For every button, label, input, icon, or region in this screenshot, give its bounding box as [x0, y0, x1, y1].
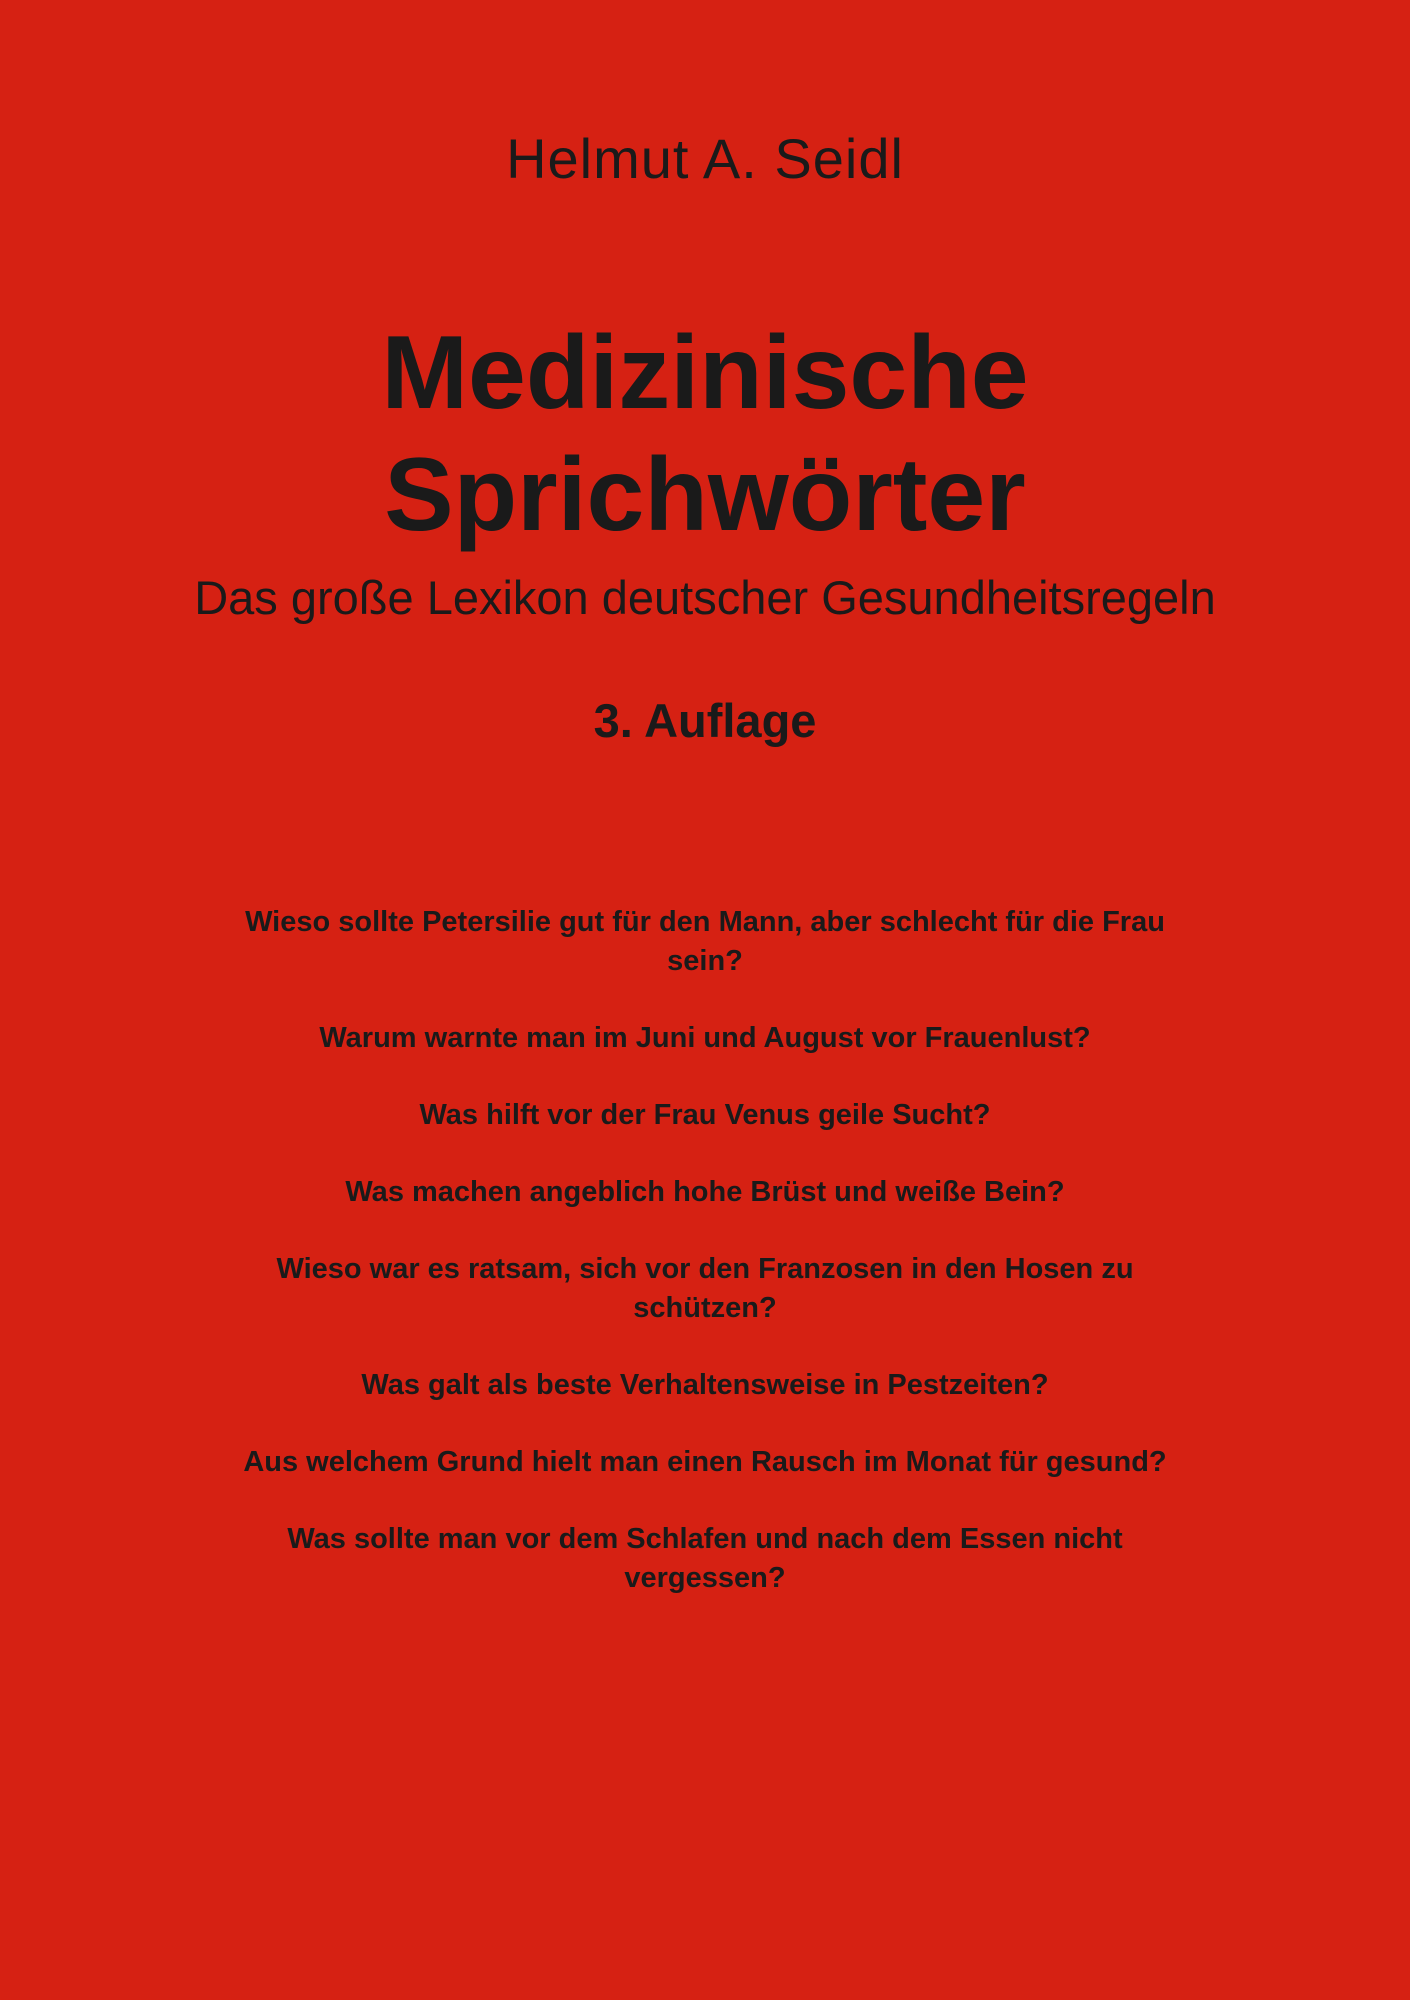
teaser-question: Was galt als beste Verhaltensweise in Pestzeiten?: [361, 1369, 1049, 1401]
book-subtitle: Das große Lexikon deutscher Gesundheitsregeln: [194, 571, 1216, 624]
teaser-question: Was hilft vor der Frau Venus geile Sucht?: [419, 1099, 991, 1131]
teaser-question: Wieso war es ratsam, sich vor den Franzosen in den Hosen zu schützen?: [276, 1253, 1134, 1324]
teaser-questions: [225, 903, 1185, 1636]
teaser-question: Was machen angeblich hohe Brüst und weiße Bein?: [345, 1176, 1065, 1208]
teaser-question: Warum warnte man im Juni und August vor Frauenlust?: [319, 1022, 1091, 1054]
teaser-question: Was sollte man vor dem Schlafen und nach dem Essen nicht vergessen?: [287, 1523, 1123, 1594]
title-line-1: Medizinische: [381, 315, 1029, 431]
teaser-question: Aus welchem Grund hielt man einen Rausch im Monat für gesund?: [243, 1446, 1167, 1478]
title-line-2: Sprichwörter: [384, 437, 1026, 553]
teaser-question: Wieso sollte Petersilie gut für den Mann, aber schlecht für die Frau sein?: [245, 906, 1165, 977]
book-title: [0, 312, 1410, 556]
edition-label: 3. Auflage: [593, 694, 817, 747]
author-name: Helmut A. Seidl: [506, 127, 904, 190]
